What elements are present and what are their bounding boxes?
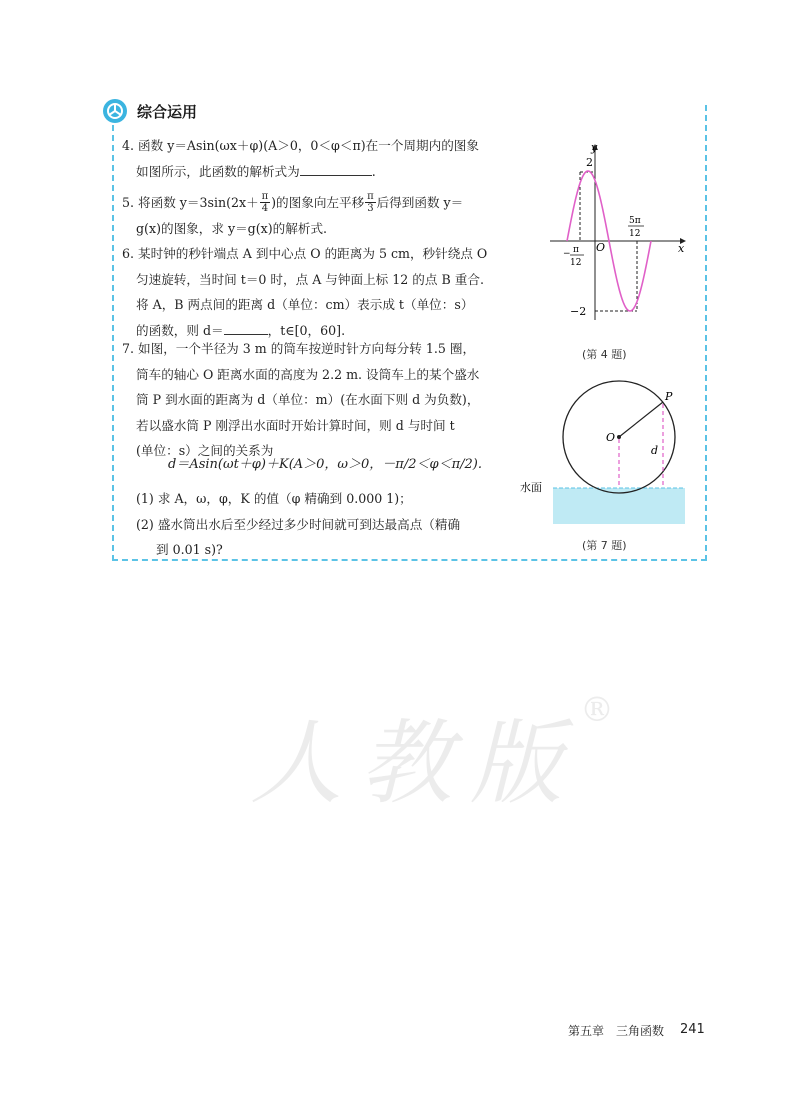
x-neg-sign: −: [563, 249, 571, 259]
y-axis-label: y: [591, 141, 598, 154]
x-pos-den: 12: [629, 229, 641, 239]
problem-6-line4: 的函数，则 d＝ ，t∈[0，60].: [122, 318, 514, 344]
wheel-radius: [619, 402, 663, 437]
section-logo-icon: [101, 97, 129, 125]
problem-7-q1: (1) 求 A，ω，φ，K 的值（φ 精确到 0.000 1)；: [136, 491, 412, 506]
footer-chapter: 第五章 三角函数: [568, 1024, 665, 1038]
distance-label: d: [651, 444, 659, 457]
problem-7-line5: (单位：s）之间的关系为: [136, 443, 274, 458]
section-header: [101, 96, 197, 126]
center-label: O: [606, 431, 616, 444]
problem-6-line3: 将 A，B 两点间的距离 d（单位：cm）表示成 t（单位：s）: [136, 297, 474, 312]
figure-4-graph: [540, 140, 690, 325]
problem-4-line2: 如图所示，此函数的解析式为 .: [122, 159, 514, 185]
figure-4-caption: (第 4 题): [582, 348, 627, 361]
section-title: 综合运用: [137, 102, 198, 121]
water-label: 水面: [520, 481, 542, 494]
y-max-label: 2: [586, 156, 593, 169]
problem-7-q2b: 到 0.01 s)?: [156, 542, 223, 557]
problem-7-questions: [122, 486, 514, 563]
fraction-pi-3: π 3: [367, 191, 374, 215]
figure-7-waterwheel: [520, 378, 695, 528]
problem-7-line1: 7. 如图，一个半径为 3 m 的筒车按逆时针方向每分转 1.5 圈，: [122, 341, 476, 356]
page-number: 241: [680, 1022, 705, 1037]
problem-7-line3: 筒 P 到水面的距离为 d（单位：m）(在水面下则 d 为负数)，: [136, 392, 480, 407]
problem-6-line2: 匀速旋转，当时间 t＝0 时，点 A 与钟面上标 12 的点 B 重合.: [136, 271, 484, 287]
bucket-label: P: [665, 390, 673, 403]
x-axis-label: x: [678, 242, 685, 255]
answer-blank: [300, 161, 372, 176]
problem-7-q2a: (2) 盛水筒出水后至少经过多少时间就可到达最高点（精确: [136, 516, 461, 532]
problem-5: [122, 190, 514, 241]
x-pos-num: 5π: [629, 216, 641, 226]
x-neg-num: π: [573, 245, 579, 255]
problem-7-line2: 筒车的轴心 O 距离水面的高度为 2.2 m. 设筒车上的某个盛水: [136, 366, 480, 382]
wheel-center-point: [617, 435, 621, 439]
origin-label: O: [596, 241, 606, 254]
fraction-pi-4: π 4: [261, 191, 269, 215]
x-neg-den: 12: [570, 258, 582, 268]
problem-4: [122, 133, 514, 184]
problem-6: [122, 241, 514, 343]
problem-7: [122, 336, 514, 464]
figure-7-caption: (第 7 题): [582, 539, 627, 552]
answer-blank: [224, 320, 268, 335]
problem-7-line4: 若以盛水筒 P 刚浮出水面时开始计算时间，则 d 与时间 t: [136, 417, 455, 433]
publisher-watermark: 人教版®: [250, 690, 615, 817]
problem-5-line2: g(x)的图象，求 y＝g(x)的解析式.: [136, 220, 328, 236]
problem-4-line1: 4. 函数 y＝Asin(ωx＋φ)(A＞0，0＜φ＜π)在一个周期内的图象: [122, 138, 479, 153]
problem-7-formula: d＝Asin(ωt＋φ)＋K(A＞0，ω＞0，－π/2＜φ＜π/2).: [168, 457, 482, 472]
problem-5-line1: 5. 将函数 y＝3sin(2x＋ π 4 )的图象向左平移 π 3 后得到函数 y＝: [122, 191, 464, 215]
problem-6-line1: 6. 某时钟的秒针端点 A 到中心点 O 的距离为 5 cm，秒针绕点 O: [122, 246, 488, 261]
y-min-label: −2: [570, 305, 587, 318]
